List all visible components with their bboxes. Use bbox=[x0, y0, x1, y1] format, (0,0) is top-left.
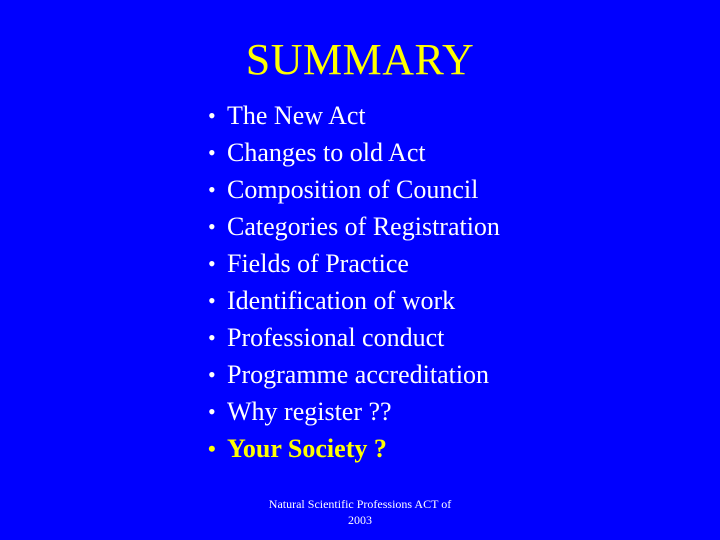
list-item bbox=[208, 319, 500, 356]
list-item bbox=[208, 171, 500, 208]
list-item-label: Identification of work bbox=[227, 286, 456, 315]
summary-list bbox=[208, 97, 500, 467]
bullet-icon: • bbox=[208, 362, 216, 387]
bullet-icon: • bbox=[208, 399, 216, 424]
bullet-icon: • bbox=[208, 251, 216, 276]
bullet-icon: • bbox=[208, 140, 216, 165]
list-item bbox=[208, 134, 500, 171]
bullet-icon: • bbox=[208, 214, 216, 239]
list-item-label: Programme accreditation bbox=[227, 360, 490, 389]
list-item-label: Fields of Practice bbox=[227, 249, 409, 278]
list-item-label: Your Society ? bbox=[227, 434, 387, 463]
bullet-icon: • bbox=[208, 325, 216, 350]
list-item-label: The New Act bbox=[227, 101, 366, 130]
bullet-icon: • bbox=[208, 436, 216, 461]
slide-footer bbox=[230, 496, 490, 528]
list-item-label: Composition of Council bbox=[227, 175, 479, 204]
list-item bbox=[208, 393, 500, 430]
footer-line-1: Natural Scientific Professions ACT of bbox=[268, 497, 452, 511]
list-item-label: Why register ?? bbox=[227, 397, 392, 426]
footer-line-2: 2003 bbox=[348, 513, 372, 527]
bullet-icon: • bbox=[208, 177, 216, 202]
slide-title: SUMMARY bbox=[245, 35, 475, 84]
list-item-label: Categories of Registration bbox=[227, 212, 500, 241]
list-item bbox=[208, 97, 500, 134]
list-item bbox=[208, 245, 500, 282]
list-item-label: Professional conduct bbox=[227, 323, 445, 352]
list-item-label: Changes to old Act bbox=[227, 138, 426, 167]
list-item-highlight bbox=[208, 430, 500, 467]
bullet-icon: • bbox=[208, 288, 216, 313]
bullet-icon: • bbox=[208, 103, 216, 128]
list-item bbox=[208, 282, 500, 319]
list-item bbox=[208, 208, 500, 245]
list-item bbox=[208, 356, 500, 393]
